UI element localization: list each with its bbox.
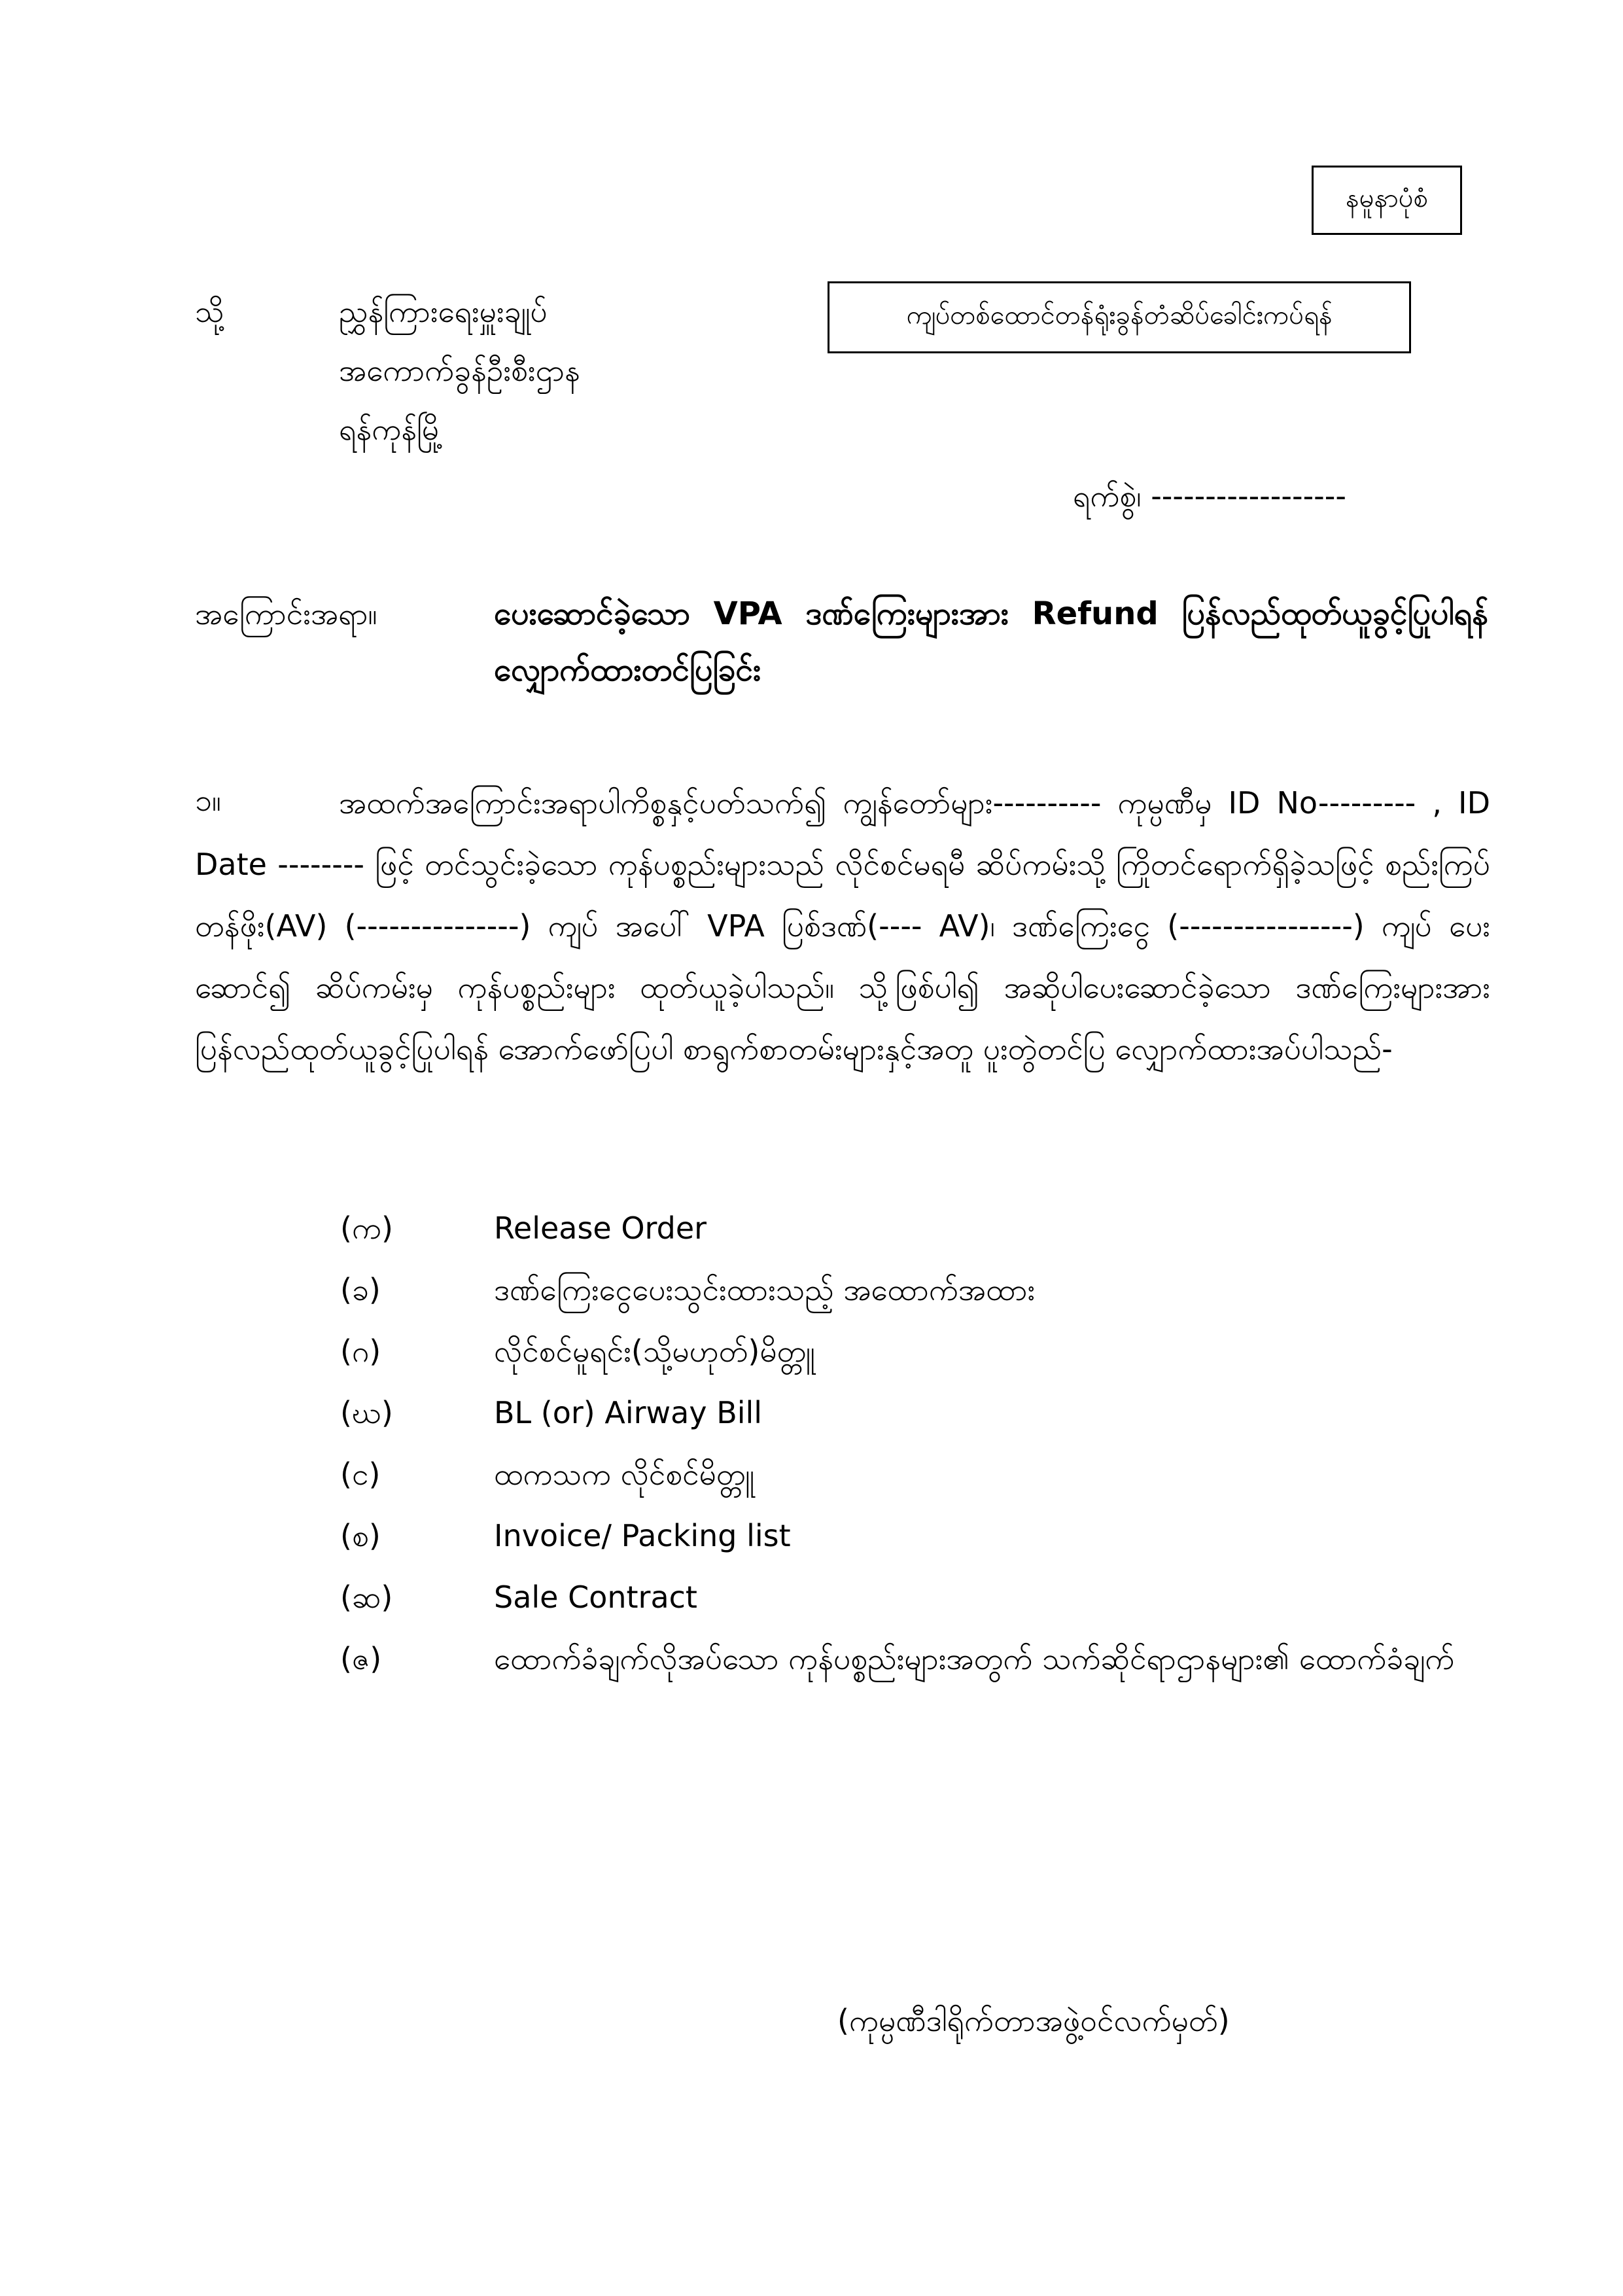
list-marker: (ဂ)	[340, 1333, 381, 1369]
list-text: Sale Contract	[494, 1580, 697, 1615]
recipient-line: အကောက်ခွန်ဦးစီးဌာန	[339, 353, 580, 388]
list-text: Release Order	[494, 1210, 707, 1246]
signature-line: (ကုမ္ပဏီဒါရိုက်တာအဖွဲ့ဝင်လက်မှတ်)	[837, 2003, 1230, 2038]
paragraph-number: ၁။	[195, 783, 221, 818]
list-item	[340, 1566, 1492, 1628]
list-item	[340, 1505, 1492, 1566]
list-item	[340, 1320, 1492, 1382]
list-item	[340, 1443, 1492, 1505]
recipient-line: ညွှန်ကြားရေးမှူးချုပ်	[339, 294, 548, 329]
attachment-list	[340, 1197, 1492, 1689]
date-line: ရက်စွဲ၊ ------------------	[1073, 478, 1346, 514]
list-marker: (ဃ)	[340, 1395, 393, 1430]
paragraph-body: အထက်အကြောင်းအရာပါကိစ္စနှင့်ပတ်သက်၍ ကျွန်တော်များ---------- ကုမ္ပဏီမှ ID No--------- , ID Date -------- ဖြင့် တင်သွင်းခဲ့သော ကုန်ပစ္စည်းများသည် လိုင်စင်မရမီ ဆိပ်ကမ်းသို့ ကြိုတင်ရောက်ရှိခဲ့သဖြင့် စည်းကြပ်တန်ဖိုး(AV) (---------------) ကျပ် အပေါ် VPA ပြစ်ဒဏ်(---- AV)၊ ဒဏ်ကြေးငွေ (----------------) ကျပ် ပေးဆောင်၍ ဆိပ်ကမ်းမှ ကုန်ပစ္စည်းများ ထုတ်ယူခဲ့ပါသည်။ သို့ဖြစ်ပါ၍ အဆိုပါပေးဆောင်ခဲ့သော ဒဏ်ကြေးများအား ပြန်လည်ထုတ်ယူခွင့်ပြုပါရန် အောက်ဖော်ပြပါ စာရွက်စာတမ်းများနှင့်အတူ ပူးတွဲတင်ပြ လျှောက်ထားအပ်ပါသည်-	[195, 785, 1490, 1067]
to-label: သို့	[195, 294, 224, 329]
list-item	[340, 1197, 1492, 1259]
list-text: ထကသက လိုင်စင်မိတ္တူ	[494, 1457, 754, 1492]
list-text: ဒဏ်ကြေးငွေပေးသွင်းထားသည့် အထောက်အထား	[494, 1272, 1036, 1307]
list-marker: (ခ)	[340, 1272, 381, 1307]
list-marker: (ဇ)	[340, 1641, 382, 1676]
recipient-line: ရန်ကုန်မြို့	[339, 412, 444, 447]
list-text: Invoice/ Packing list	[494, 1518, 791, 1553]
list-item	[340, 1259, 1492, 1320]
subject-label: အကြောင်းအရာ။	[195, 596, 377, 631]
list-text: လိုင်စင်မူရင်း(သို့မဟုတ်)မိတ္တူ	[494, 1333, 815, 1369]
list-item	[340, 1382, 1492, 1443]
subject-text: ပေးဆောင်ခဲ့သော VPA ဒဏ်ကြေးများအား Refund ပြန်လည်ထုတ်ယူခွင့်ပြုပါရန် လျှောက်ထားတင်ပြခြင်း	[494, 595, 1488, 688]
list-marker: (စ)	[340, 1518, 381, 1553]
list-item	[340, 1628, 1492, 1689]
list-text: BL (or) Airway Bill	[494, 1395, 763, 1430]
list-marker: (ဆ)	[340, 1580, 393, 1615]
revenue-stamp-box: ကျပ်တစ်ထောင်တန်ရုံးခွန်တံဆိပ်ခေါင်းကပ်ရန်	[828, 281, 1411, 353]
list-marker: (က)	[340, 1210, 393, 1246]
list-marker: (င)	[340, 1457, 381, 1492]
list-text: ထောက်ခံချက်လိုအပ်သော ကုန်ပစ္စည်းများအတွက် သက်ဆိုင်ရာဌာနများ၏ ထောက်ခံချက်	[494, 1641, 1455, 1676]
sample-form-label: နမူနာပုံစံ	[1312, 166, 1462, 235]
